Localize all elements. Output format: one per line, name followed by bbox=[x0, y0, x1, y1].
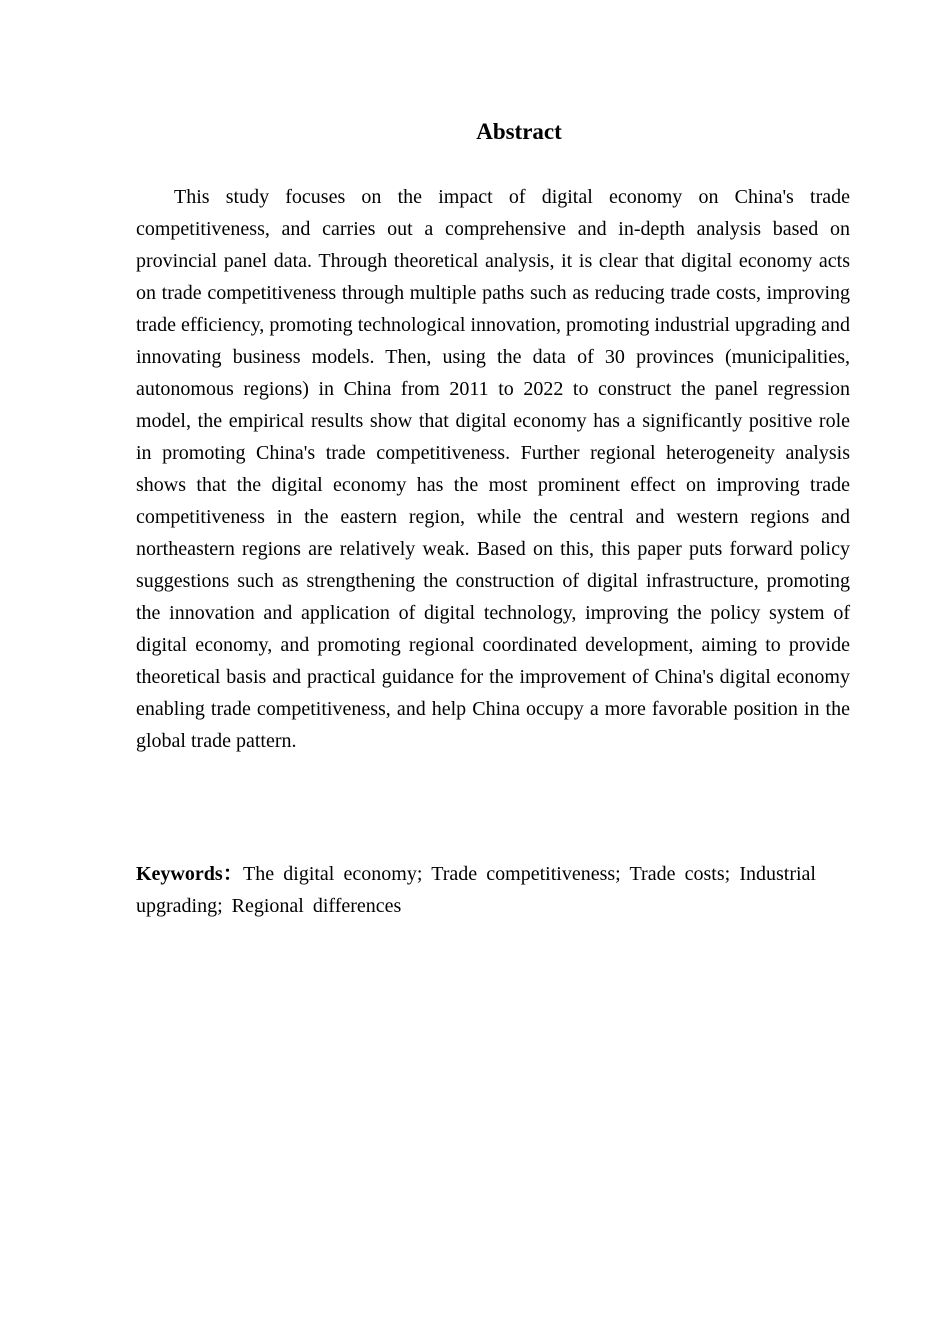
keywords-text: The digital economy; Trade competitiveness; Trade costs; Industrial upgrading; Regional differences bbox=[136, 863, 816, 917]
abstract-title: Abstract bbox=[476, 119, 562, 144]
abstract-body: This study focuses on the impact of digital economy on China's trade competitiveness, and carries out a comprehensive and in-depth analysis based on provincial panel data. Through theoretical analysis, it is clear that digital economy acts on trade competitiveness through multiple paths such as reducing trade costs, improving trade efficiency, promoting technological innovation, promoting industrial upgrading and innovating business models. Then, using the data of 30 provinces (municipalities, autonomous regions) in China from 2011 to 2022 to construct the panel regression model, the empirical results show that digital economy has a significantly positive role in promoting China's trade competitiveness. Further regional heterogeneity analysis shows that the digital economy has the most prominent effect on improving trade competitiveness in the eastern region, while the central and western regions and northeastern regions are relatively weak. Based on this, this paper puts forward policy suggestions such as strengthening the construction of digital infrastructure, promoting the innovation and application of digital technology, improving the policy system of digital economy, and promoting regional coordinated development, aiming to provide theoretical basis and practical guidance for the improvement of China's digital economy enabling trade competitiveness, and help China occupy a more favorable position in the global trade pattern. bbox=[136, 186, 850, 752]
keywords-paragraph bbox=[136, 858, 816, 922]
keywords-label: Keywords： bbox=[136, 863, 243, 885]
